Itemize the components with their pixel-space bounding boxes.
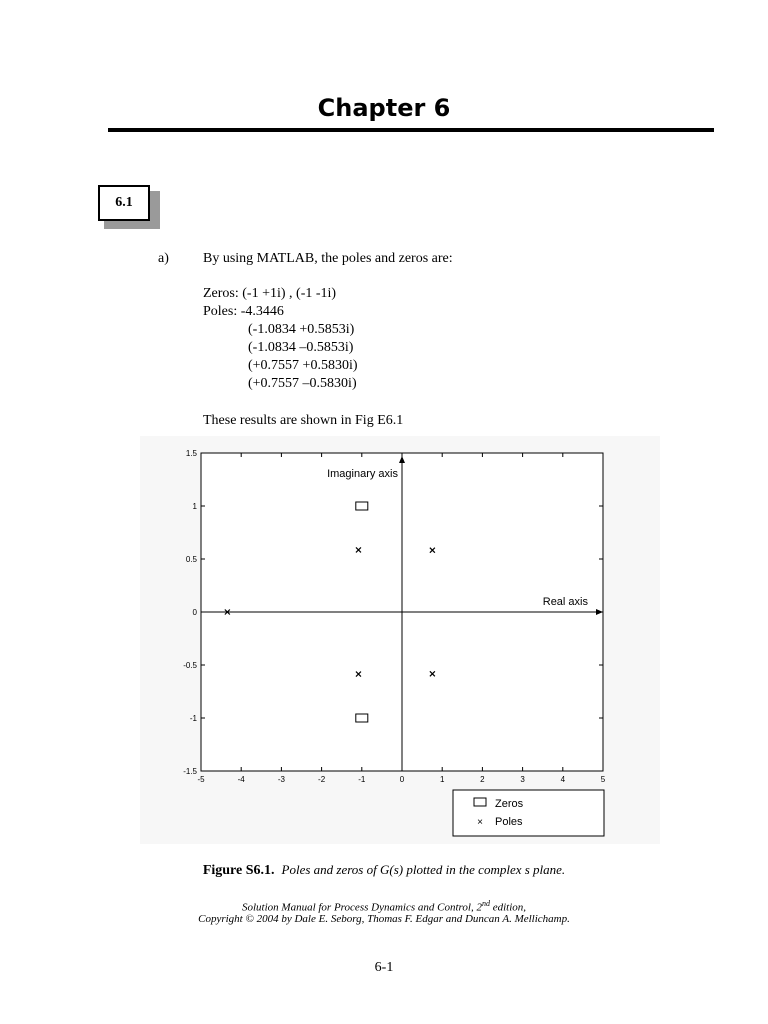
- legend-poles-label: Poles: [495, 816, 523, 828]
- x-tick-label: 5: [600, 775, 606, 784]
- x-tick-label: -3: [277, 775, 285, 784]
- figure-caption-text: Poles and zeros of G(s) plotted in the complex s plane.: [281, 862, 566, 877]
- x-tick-label: 2: [480, 775, 485, 784]
- footer-line-2: Copyright © 2004 by Dale E. Seborg, Thomas F. Edgar and Duncan A. Mellichamp.: [198, 913, 570, 925]
- real-axis-label: Real axis: [542, 596, 588, 608]
- results-text: These results are shown in Fig E6.1: [203, 413, 404, 428]
- y-tick-label: -1: [189, 714, 197, 723]
- x-tick-label: -4: [237, 775, 245, 784]
- section-number: 6.1: [115, 195, 133, 210]
- y-tick-label: -0.5: [183, 661, 197, 670]
- pole-line: (-1.0834 +0.5853i): [248, 322, 355, 337]
- part-intro: By using MATLAB, the poles and zeros are:: [203, 251, 453, 266]
- poles-line: Poles: -4.3446: [203, 304, 284, 319]
- pole-line: (+0.7557 –0.5830i): [248, 376, 357, 391]
- footer-line-1-pre: Solution Manual for Process Dynamics and Control, 2: [241, 901, 482, 914]
- imaginary-axis-label: Imaginary axis: [327, 468, 398, 480]
- zero-marker: [356, 502, 368, 510]
- x-tick-label: 4: [560, 775, 566, 784]
- page-number: 6-1: [374, 960, 394, 975]
- part-label: a): [158, 251, 169, 266]
- y-tick-label: -1.5: [183, 767, 197, 776]
- zero-marker: [356, 714, 368, 722]
- legend-box: [453, 790, 604, 836]
- pole-line: (+0.7557 +0.5830i): [248, 358, 358, 373]
- x-tick-label: -5: [197, 775, 205, 784]
- legend-poles-marker: ×: [477, 817, 483, 828]
- x-tick-labels: [197, 775, 605, 784]
- x-tick-label: 0: [399, 775, 405, 784]
- y-tick-label: 0: [192, 608, 197, 617]
- zeros-line: Zeros: (-1 +1i) , (-1 -1i): [203, 286, 337, 301]
- chapter-title: Chapter 6: [317, 94, 451, 122]
- pole-line: (-1.0834 –0.5853i): [248, 340, 354, 355]
- figure-caption: [0, 861, 768, 880]
- x-tick-label: -1: [358, 775, 366, 784]
- y-tick-labels: [183, 449, 197, 776]
- figure-caption-label: Figure S6.1.: [202, 863, 275, 878]
- x-tick-label: 3: [520, 775, 525, 784]
- x-tick-label: 1: [439, 775, 445, 784]
- footer-superscript: nd: [481, 899, 490, 908]
- legend-zeros-label: Zeros: [495, 798, 524, 810]
- y-tick-label: 0.5: [185, 555, 197, 564]
- y-tick-label: 1: [192, 502, 197, 511]
- x-tick-label: -2: [318, 775, 326, 784]
- y-tick-label: 1.5: [185, 449, 197, 458]
- footer-line-1-post: edition,: [489, 901, 527, 914]
